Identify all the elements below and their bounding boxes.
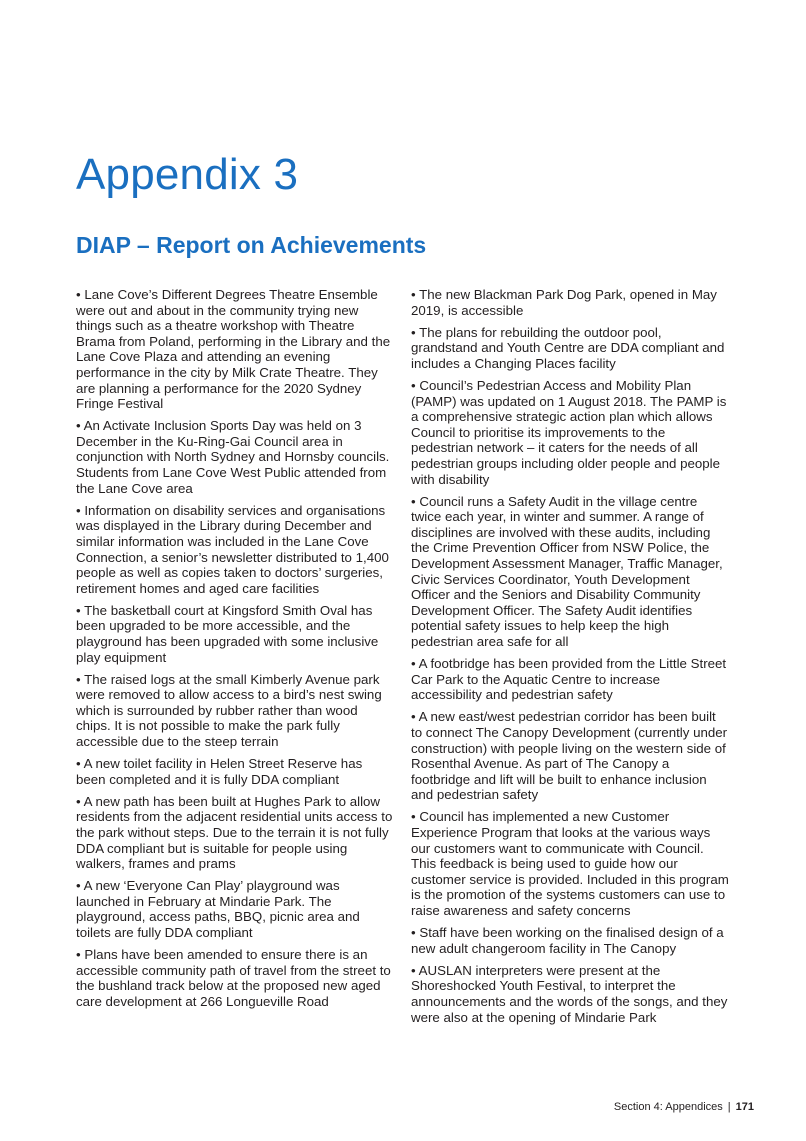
bullet-item: • Staff have been working on the finalised design of a new adult changeroom facility in The Canopy	[411, 925, 724, 956]
bullet-item: • The plans for rebuilding the outdoor pool, grandstand and Youth Centre are DDA compliant and includes a Changing Places facility	[411, 324, 725, 371]
bullet-item: • AUSLAN interpreters were present at the Shoreshocked Youth Festival, to interpret the announcements and the words of the songs, and they were also at the opening of Mindarie Park	[411, 962, 728, 1025]
footer-section-label: Section 4: Appendices	[613, 1101, 723, 1113]
bullet-item: • Plans have been amended to ensure there is an accessible community path of travel from the street to the bushland track below at the proposed new aged care development at 266 Longueville Road	[76, 947, 391, 1009]
bullet-item: • The new Blackman Park Dog Park, opened in May 2019, is accessible	[411, 287, 717, 318]
bullet-item: • Council’s Pedestrian Access and Mobility Plan (PAMP) was updated on 1 August 2018. The PAMP is a comprehensive strategic action plan which allows Council to prioritise its improvements to the pedestrian network – it caters for the needs of all pedestrian groups including older people and people with disability	[411, 377, 727, 487]
bullet-item: • Information on disability services and organisations was displayed in the Library during December and similar information was included in the Lane Cove Connection, a senior’s newsletter distributed to 1,400 people as well as copies taken to doctors’ surgeries, retirement homes and aged care facilities	[76, 502, 389, 596]
bullet-item: • An Activate Inclusion Sports Day was held on 3 December in the Ku-Ring-Gai Council area in conjunction with North Sydney and Hornsby councils. Students from Lane Cove West Public attended from the Lane Cove area	[76, 418, 390, 496]
bullet-item: • A new east/west pedestrian corridor has been built to connect The Canopy Development (currently under construction) with people living on the western side of Rosenthal Avenue. As part of The Canopy a footbridge and lift will be built to enhance inclusion and pedestrian safety	[411, 709, 728, 803]
page-subtitle: DIAP – Report on Achievements	[76, 232, 427, 258]
left-column	[76, 287, 394, 1016]
bullet-item: • Council runs a Safety Audit in the village centre twice each year, in winter and summer. A range of disciplines are involved with these audits, including the Crime Prevention Officer from NSW Police, the Development Assessment Manager, Traffic Manager, Civic Services Coordinator, Youth Development Officer and the Seniors and Disability Community Development Officer. The Safety Audit identifies potential safety issues to help keep the high pedestrian area safe for all	[411, 493, 723, 649]
bullet-item: • A new ‘Everyone Can Play’ playground was launched in February at Mindarie Park. The playground, access paths, BBQ, picnic area and toilets are fully DDA compliant	[76, 878, 360, 941]
bullet-item: • The basketball court at Kingsford Smith Oval has been upgraded to be more accessible, and the playground has been upgraded with some inclusive play equipment	[76, 602, 379, 665]
right-column	[411, 287, 729, 1032]
footer-separator: |	[727, 1101, 731, 1113]
page-number: 171	[735, 1101, 754, 1113]
bullet-item: • Council has implemented a new Customer Experience Program that looks at the various ways our customers want to communicate with Council. This feedback is being used to guide how our customer service is provided. Included in this program is the promotion of the systems customers can use to raise awareness and safety concerns	[411, 809, 729, 918]
bullet-item: • The raised logs at the small Kimberly Avenue park were removed to allow access to a bird’s nest swing which is surrounded by rubber rather than wood chips. It is not possible to make the park fully accessible due to the steep terrain	[76, 671, 382, 750]
bullet-item: • Lane Cove’s Different Degrees Theatre Ensemble were out and about in the community trying new things such as a theatre workshop with Theatre Brama from Poland, performing in the Library and the Lane Cove Plaza and attending an evening performance in the city by Milk Crate Theatre. They are planning a performance for the 2020 Sydney Fringe Festival	[76, 287, 391, 412]
page-footer	[614, 1101, 754, 1113]
bullet-item: • A new toilet facility in Helen Street Reserve has been completed and it is fully DDA compliant	[76, 756, 363, 787]
bullet-item: • A new path has been built at Hughes Park to allow residents from the adjacent residential units access to the park without steps. Due to the terrain it is not fully DDA compliant but is suitable for people using walkers, frames and prams	[76, 793, 393, 872]
bullet-item: • A footbridge has been provided from the Little Street Car Park to the Aquatic Centre to increase accessibility and pedestrian safety	[411, 656, 727, 703]
page-title: Appendix 3	[76, 150, 299, 199]
